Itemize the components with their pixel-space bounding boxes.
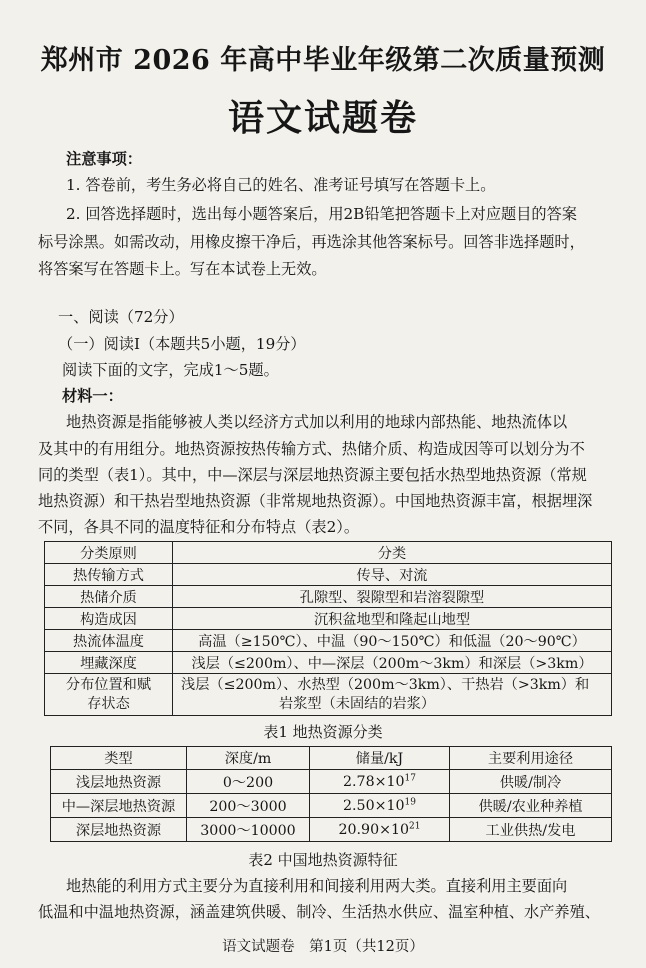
cell-line: 分布位置和赋 <box>65 676 152 693</box>
passage2-line-1: 地热能的利用方式主要分为直接利用和间接利用两大类。直接利用主要面向 <box>66 877 568 895</box>
table-header-row <box>45 542 612 564</box>
notice-line-1: 1. 答卷前，考生务必将自己的姓名、准考证号填写在答题卡上。 <box>66 176 496 194</box>
page-footer: 语文试题卷 第1页（共12页） <box>222 939 424 955</box>
table-cell: 0～200 <box>187 770 310 794</box>
reserve-exponent: 19 <box>404 796 416 807</box>
table-row <box>51 770 612 794</box>
table-row <box>45 564 612 586</box>
passage-line-5: 不同，各具不同的温度特征和分布特点（表2）。 <box>38 518 360 536</box>
table-row <box>51 818 612 842</box>
table-header-row <box>51 747 612 770</box>
table-cell: 中—深层地热资源 <box>51 794 187 818</box>
table-cell: 3000～10000 <box>187 818 310 842</box>
table-cell: 构造成因 <box>45 608 173 630</box>
passage-line-4: 地热资源）和干热岩型地热资源（非常规地热资源）。中国地热资源丰富，根据埋深 <box>38 492 593 510</box>
table-cell: 热储介质 <box>45 586 173 608</box>
passage-line-1: 地热资源是指能够被人类以经济方式加以利用的地球内部热能、地热流体以 <box>66 413 568 431</box>
table-cell <box>310 794 450 818</box>
table-cell: 供暖/农业种养植 <box>450 794 612 818</box>
table-row <box>51 794 612 818</box>
table-cell: 浅层地热资源 <box>51 770 187 794</box>
reserve-exponent: 21 <box>409 820 421 831</box>
table-cell <box>173 674 612 716</box>
resource-classification-table <box>44 541 612 716</box>
table-row <box>45 674 612 716</box>
table1-caption: 表1 地热资源分类 <box>263 723 383 741</box>
table-cell <box>45 674 173 716</box>
table-cell: 孔隙型、裂隙型和岩溶裂隙型 <box>173 586 612 608</box>
table-cell: 埋藏深度 <box>45 652 173 674</box>
notice-heading: 注意事项： <box>66 150 142 168</box>
table-header-cell: 储量/kJ <box>310 747 450 770</box>
table-row <box>45 630 612 652</box>
resource-features-table <box>50 746 612 842</box>
section-instruction: 阅读下面的文字，完成1～5题。 <box>62 361 279 379</box>
passage-line-3: 同的类型（表1）。其中，中—深层与深层地热资源主要包括水热型地热资源（常规 <box>38 466 587 484</box>
table-cell: 传导、对流 <box>173 564 612 586</box>
reserve-mantissa: 2.50×10 <box>343 797 405 814</box>
exam-subtitle: 语文试题卷 <box>227 97 418 139</box>
table2-caption: 表2 中国地热资源特征 <box>248 851 398 869</box>
table-header-cell: 深度/m <box>187 747 310 770</box>
table-row <box>45 608 612 630</box>
table-header-cell: 分类 <box>173 542 612 564</box>
table-cell: 热传输方式 <box>45 564 173 586</box>
cell-line: 浅层（≤200m）、水热型（200m～3km）、干热岩（>3km）和 <box>181 676 590 693</box>
section-heading: 一、阅读（72分） <box>58 308 184 326</box>
exam-title: 郑州市 2026 年高中毕业年级第二次质量预测 <box>40 45 606 76</box>
table-cell <box>310 818 450 842</box>
material-label: 材料一： <box>62 387 123 405</box>
notice-line-4: 将答案写在答题卡上。写在本试卷上无效。 <box>38 260 327 278</box>
notice-line-2: 2. 回答选择题时，选出每小题答案后，用2B铅笔把答题卡上对应题目的答案 <box>66 205 577 223</box>
section-subheading: （一）阅读Ⅰ（本题共5小题，19分） <box>58 335 306 353</box>
table-header-cell: 主要利用途径 <box>450 747 612 770</box>
table-header-cell: 类型 <box>51 747 187 770</box>
reserve-mantissa: 20.90×10 <box>338 821 410 838</box>
table-cell: 深层地热资源 <box>51 818 187 842</box>
table-row <box>45 586 612 608</box>
table-cell: 浅层（≤200m）、中—深层（200m～3km）和深层（>3km） <box>173 652 612 674</box>
reserve-exponent: 17 <box>404 772 416 783</box>
table-cell: 工业供热/发电 <box>450 818 612 842</box>
passage2-line-2: 低温和中温地热资源，涵盖建筑供暖、制冷、生活热水供应、温室种植、水产养殖、 <box>38 903 600 921</box>
table-cell: 高温（≥150℃）、中温（90～150℃）和低温（20～90℃） <box>173 630 612 652</box>
cell-line: 存状态 <box>87 695 130 712</box>
reserve-mantissa: 2.78×10 <box>343 773 405 790</box>
table-header-cell: 分类原则 <box>45 542 173 564</box>
table-cell: 沉积盆地型和隆起山地型 <box>173 608 612 630</box>
table-cell <box>310 770 450 794</box>
table-cell: 热流体温度 <box>45 630 173 652</box>
passage-line-2: 及其中的有用组分。地热资源按热传输方式、热储介质、构造成因等可以划分为不 <box>38 440 585 458</box>
table-cell: 200～3000 <box>187 794 310 818</box>
notice-line-3: 标号涂黑。如需改动，用橡皮擦干净后，再选涂其他答案标号。回答非选择题时， <box>38 233 585 251</box>
table-cell: 供暖/制冷 <box>450 770 612 794</box>
table-row <box>45 652 612 674</box>
cell-line: 岩浆型（未固结的岩浆） <box>279 695 436 712</box>
